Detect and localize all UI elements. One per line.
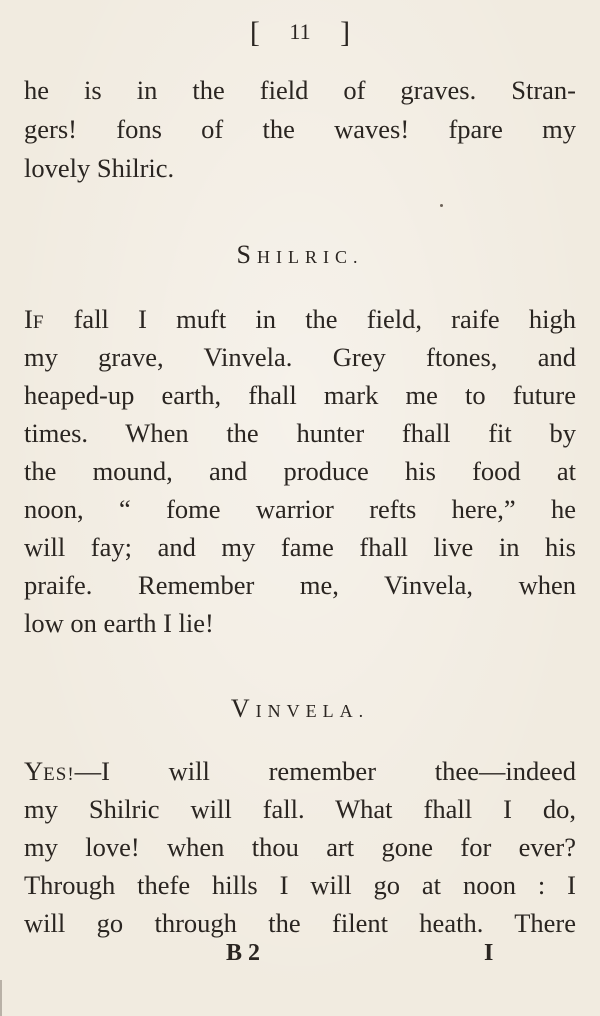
text-line: noon, “ fome warrior refts here,” he bbox=[24, 494, 576, 524]
text-line: will fay; and my fame fhall live in his bbox=[24, 532, 576, 562]
text-line bbox=[24, 752, 576, 794]
page-number-bracket-right: ] bbox=[340, 16, 351, 49]
first-word-rest: ES! bbox=[43, 764, 75, 785]
text-line: praife. Remember me, Vinvela, when bbox=[24, 570, 576, 600]
heading-initial: S bbox=[236, 240, 257, 269]
first-word-cap: I bbox=[24, 304, 33, 334]
text-line: heaped-up earth, fhall mark me to future bbox=[24, 380, 576, 410]
heading-rest: INVELA. bbox=[255, 701, 370, 721]
text-line: will go through the filent heath. There bbox=[24, 908, 576, 938]
signature-mark: B 2 bbox=[226, 940, 261, 966]
text-line: lovely Shilric. bbox=[24, 153, 175, 183]
text-line: times. When the hunter fhall fit by bbox=[24, 418, 576, 448]
catchword: I bbox=[484, 940, 494, 966]
page-number-value: 11 bbox=[289, 19, 311, 44]
first-word-cap: Y bbox=[24, 756, 44, 786]
section-heading-shilric bbox=[0, 240, 600, 270]
text-line: low on earth I lie! bbox=[24, 608, 214, 638]
first-word bbox=[24, 304, 44, 334]
section-heading-vinvela bbox=[0, 694, 600, 724]
text-line: my love! when thou art gone for ever? bbox=[24, 832, 576, 862]
text-line: my grave, Vinvela. Grey ftones, and bbox=[24, 342, 576, 372]
page-number-bracket-left: [ bbox=[249, 16, 260, 49]
text-line-rest: —I will remember thee—indeed bbox=[74, 756, 576, 786]
text-line: gers! fons of the waves! fpare my bbox=[24, 114, 576, 144]
first-word bbox=[24, 756, 75, 786]
text-line: my Shilric will fall. What fhall I do, bbox=[24, 794, 576, 824]
print-speck bbox=[440, 204, 443, 207]
page-number bbox=[0, 16, 600, 50]
text-line bbox=[24, 300, 576, 342]
page-edge-shadow bbox=[0, 980, 2, 1016]
heading-initial: V bbox=[230, 694, 256, 723]
text-line: the mound, and produce his food at bbox=[24, 456, 576, 486]
heading-rest: HILRIC. bbox=[256, 247, 364, 267]
text-line: Through thefe hills I will go at noon : I bbox=[24, 870, 576, 900]
text-line-rest: fall I muft in the field, raife high bbox=[73, 304, 576, 334]
first-word-rest: F bbox=[32, 312, 45, 333]
text-line: he is in the field of graves. Stran- bbox=[24, 75, 576, 105]
